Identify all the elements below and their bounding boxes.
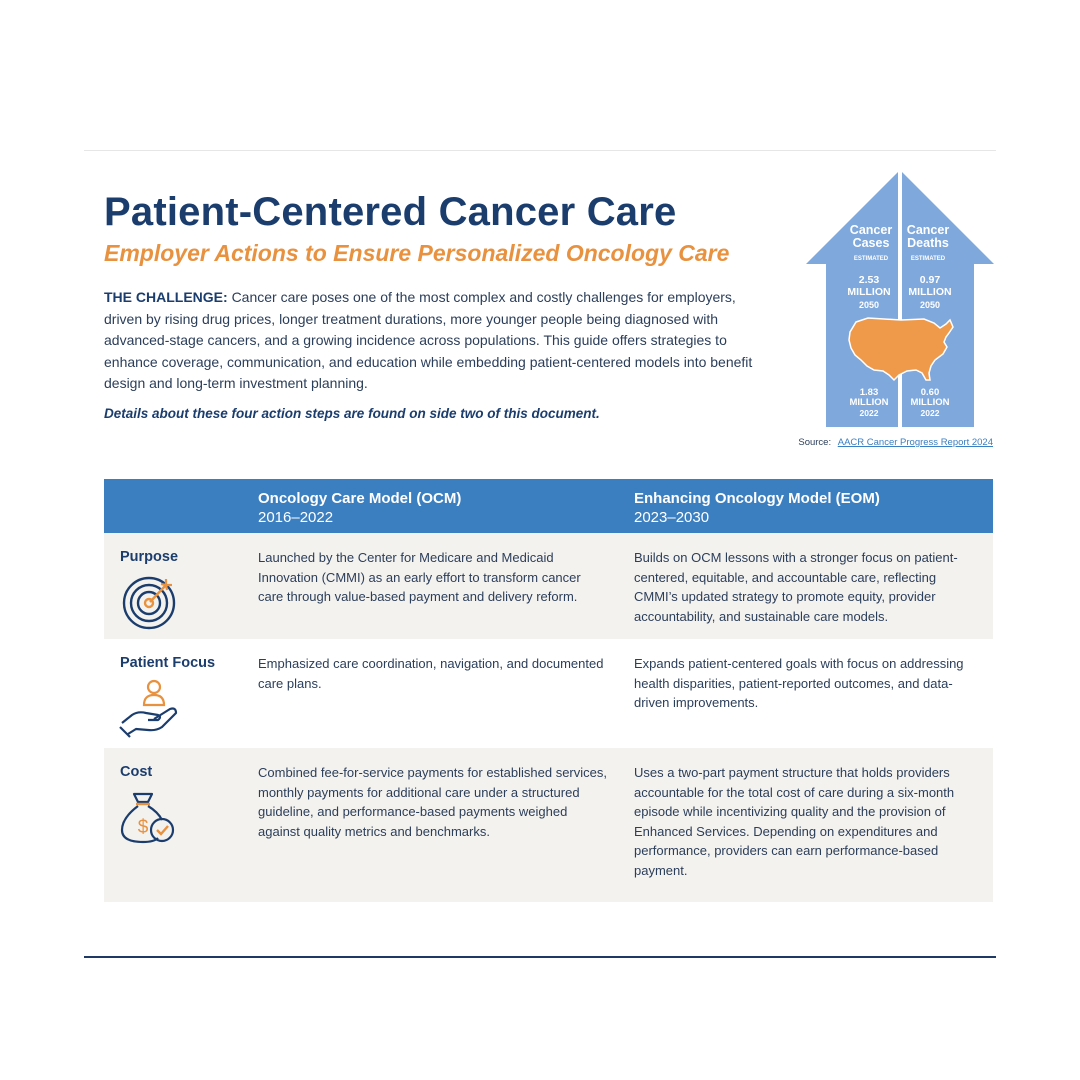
challenge-paragraph [104, 287, 759, 395]
table-row-patient-focus [104, 639, 993, 748]
row-label-patient-focus: Patient Focus [120, 655, 216, 671]
source-citation [798, 437, 993, 448]
header-eom [634, 489, 880, 527]
header-ocm [258, 489, 461, 527]
cases-title-line1: Cancer [849, 223, 893, 237]
svg-text:$: $ [137, 817, 149, 838]
patient-focus-eom-text: Expands patient-centered goals with focus on addressing health disparities, patient-reported outcomes, and data-driven improvements. [634, 656, 964, 710]
top-divider [84, 150, 996, 151]
cases-2050-unit: MILLION [847, 286, 891, 298]
cost-ocm-text: Combined fee-for-service payments for established services, monthly payments for additional care under a structured guideline, and performance-based payments weighed against quality metrics and benchmarks. [258, 765, 607, 839]
deaths-estimated-label: ESTIMATED [910, 256, 946, 262]
deaths-2022-year: 2022 [920, 408, 940, 418]
deaths-2050-value: 0.97 [919, 274, 941, 286]
cases-2022-value: 1.83 [859, 387, 879, 398]
header-ocm-years: 2016–2022 [258, 509, 334, 526]
row-label-purpose: Purpose [120, 549, 179, 565]
challenge-label: THE CHALLENGE: [104, 289, 228, 305]
deaths-2022-value: 0.60 [920, 387, 940, 398]
details-note: Details about these four action steps are found on side two of this document. [104, 406, 600, 421]
page-title: Patient-Centered Cancer Care [104, 190, 677, 234]
cases-estimated-label: ESTIMATED [853, 256, 889, 262]
deaths-2022-unit: MILLION [910, 397, 950, 408]
cancer-statistics-infographic [806, 172, 994, 428]
table-header [104, 479, 993, 533]
source-link[interactable]: AACR Cancer Progress Report 2024 [837, 437, 993, 448]
cases-2022-year: 2022 [859, 408, 879, 418]
cases-arrow-half [806, 172, 898, 427]
cases-2050-value: 2.53 [858, 274, 880, 286]
header-eom-years: 2023–2030 [634, 509, 710, 526]
source-label: Source: [798, 437, 832, 448]
deaths-2050-unit: MILLION [908, 286, 952, 298]
cases-title-line2: Cases [852, 236, 890, 250]
header-ocm-name: Oncology Care Model (OCM) [258, 490, 462, 507]
deaths-arrow-half [902, 172, 994, 427]
table-row-cost [104, 748, 993, 902]
challenge-text: Cancer care poses one of the most complex and costly challenges for employers, driven by rising drug prices, longer treatment durations, more younger people being diagnosed with advanced-stage cancers, and a growing incidence across populations. This guide offers strategies to enhance coverage, communication, and education while embedding patient-centered models into benefit design and long-term investment planning. [104, 289, 753, 392]
header-eom-name: Enhancing Oncology Model (EOM) [634, 490, 880, 507]
deaths-title-line2: Deaths [907, 236, 949, 250]
patient-focus-ocm-text: Emphasized care coordination, navigation, and documented care plans. [258, 656, 604, 691]
bottom-divider [84, 956, 996, 958]
comparison-table [104, 479, 993, 902]
deaths-title-line1: Cancer [906, 223, 950, 237]
table-row-purpose [104, 533, 993, 639]
cases-2050-year: 2050 [858, 300, 880, 310]
target-icon [118, 575, 178, 631]
cost-eom-text: Uses a two-part payment structure that holds providers accountable for the total cost of care during a six-month episode while incentivizing quality and the provision of Enhanced Services. Depending on expenditures and performance, providers can earn performance-based payment. [634, 765, 955, 878]
hand-person-icon [118, 679, 182, 739]
purpose-eom-text: Builds on OCM lessons with a stronger focus on patient-centered, equitable, and accountable care, reflecting CMMI’s updated strategy to promote equity, provider accountability, and sustainable care models. [634, 550, 958, 624]
cases-2022-unit: MILLION [849, 397, 889, 408]
page-subtitle: Employer Actions to Ensure Personalized Oncology Care [104, 240, 730, 266]
purpose-ocm-text: Launched by the Center for Medicare and Medicaid Innovation (CMMI) as an early effort to transform cancer care through value-based payment and delivery reform. [258, 550, 581, 604]
money-bag-icon [118, 790, 180, 846]
row-label-cost: Cost [120, 764, 153, 780]
deaths-2050-year: 2050 [919, 300, 941, 310]
